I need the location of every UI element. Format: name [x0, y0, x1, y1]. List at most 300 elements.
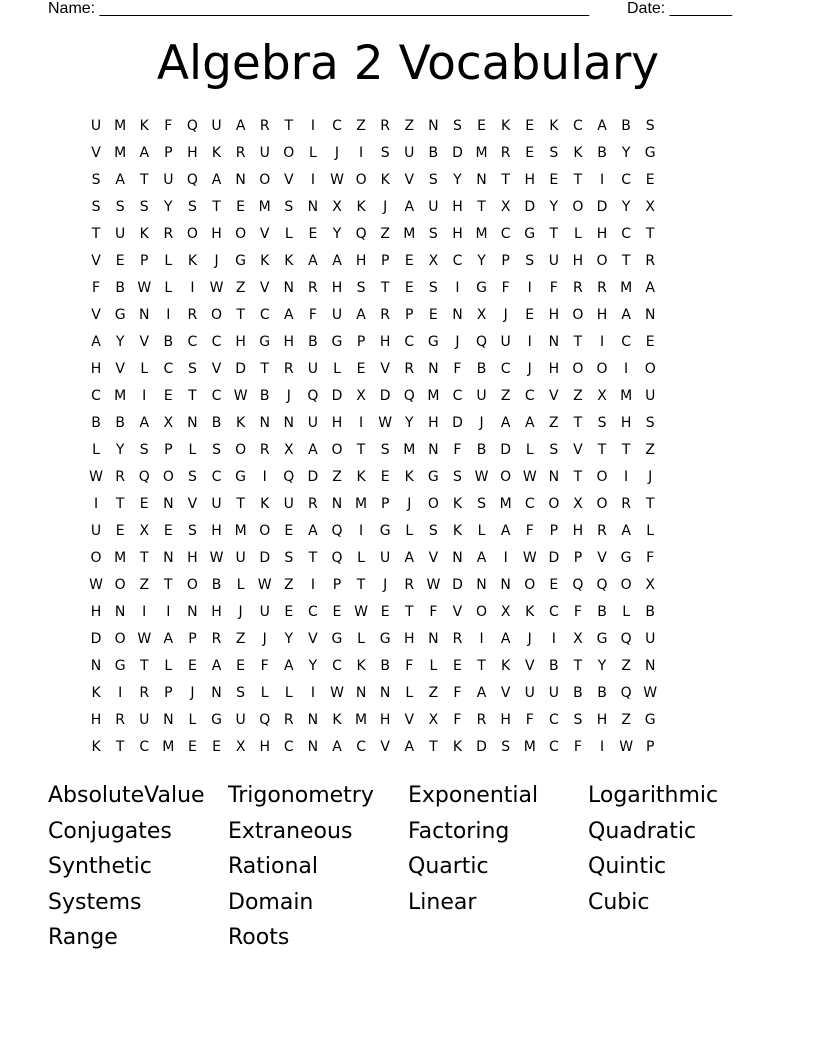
grid-letter: B	[115, 280, 125, 296]
grid-letter: C	[404, 334, 415, 350]
grid-letter: M	[427, 388, 440, 404]
grid-letter: A	[404, 199, 415, 215]
word-list-item: Logarithmic	[588, 783, 719, 808]
grid-letter: Y	[284, 631, 294, 647]
grid-letter: B	[476, 361, 487, 377]
grid-letter: R	[139, 685, 150, 701]
grid-letter: P	[164, 685, 173, 701]
grid-letter: V	[91, 253, 101, 269]
grid-letter: A	[404, 739, 415, 755]
grid-letter: L	[284, 685, 293, 701]
grid-letter: R	[283, 712, 294, 728]
grid-letter: O	[476, 604, 488, 620]
grid-letter: T	[573, 334, 583, 350]
grid-letter: R	[211, 631, 222, 647]
grid-letter: C	[211, 469, 222, 485]
grid-letter: U	[404, 145, 415, 161]
grid-letter: T	[139, 550, 149, 566]
grid-letter: N	[283, 415, 295, 431]
grid-row	[84, 545, 662, 572]
grid-letter: S	[139, 199, 149, 215]
grid-letter: F	[549, 280, 558, 296]
grid-row	[84, 599, 662, 626]
grid-letter: I	[310, 118, 315, 134]
grid-letter: U	[307, 361, 319, 377]
grid-letter: B	[308, 334, 318, 350]
grid-letter: Z	[621, 712, 631, 728]
grid-letter: E	[284, 523, 294, 539]
grid-letter: V	[524, 658, 535, 674]
grid-letter: W	[137, 631, 152, 647]
grid-letter: G	[524, 226, 536, 242]
grid-letter: O	[114, 631, 126, 647]
grid-letter: U	[90, 523, 102, 539]
grid-letter: I	[118, 685, 123, 701]
grid-letter: L	[140, 361, 149, 377]
grid-letter: B	[645, 604, 655, 620]
grid-letter: R	[621, 496, 631, 512]
grid-letter: I	[624, 469, 629, 485]
grid-letter: V	[380, 361, 390, 377]
grid-letter: T	[212, 199, 221, 215]
grid-letter: N	[307, 712, 319, 728]
grid-letter: N	[187, 415, 198, 431]
grid-letter: D	[235, 361, 246, 377]
grid-letter: H	[331, 415, 343, 431]
grid-letter: G	[476, 280, 487, 296]
grid-letter: O	[259, 172, 271, 188]
grid-letter: V	[549, 388, 559, 404]
grid-letter: H	[548, 307, 560, 323]
grid-letter: R	[380, 307, 391, 323]
grid-letter: R	[597, 523, 607, 539]
grid-letter: P	[164, 145, 173, 161]
grid-letter: N	[379, 685, 391, 701]
grid-letter: N	[428, 118, 439, 134]
grid-letter: Y	[453, 172, 462, 188]
grid-letter: V	[115, 361, 125, 377]
grid-letter: A	[235, 118, 246, 134]
grid-letter: R	[645, 253, 656, 269]
grid-letter: P	[356, 334, 366, 350]
grid-letter: G	[114, 307, 126, 323]
grid-letter: Y	[332, 226, 342, 242]
grid-letter: W	[522, 550, 537, 566]
grid-row	[84, 167, 662, 194]
grid-letter: B	[211, 415, 222, 431]
grid-letter: U	[163, 172, 174, 188]
grid-letter: V	[91, 307, 101, 323]
grid-row	[84, 707, 662, 734]
grid-row	[84, 383, 662, 410]
word-list-item: Roots	[228, 925, 290, 951]
grid-letter: K	[139, 118, 149, 134]
grid-letter: L	[574, 226, 582, 242]
grid-letter: S	[356, 280, 366, 296]
grid-letter: O	[235, 442, 247, 458]
grid-row	[84, 302, 662, 329]
grid-letter: O	[596, 361, 608, 377]
grid-letter: E	[428, 307, 438, 323]
grid-letter: X	[356, 388, 366, 404]
grid-letter: E	[380, 469, 390, 485]
grid-letter: N	[259, 415, 270, 431]
grid-letter: D	[524, 199, 536, 215]
grid-letter: Q	[620, 685, 632, 701]
grid-letter: Q	[259, 712, 271, 728]
name-field: Name: _______________________________________________________	[48, 0, 589, 17]
grid-letter: V	[597, 550, 607, 566]
grid-letter: N	[163, 712, 174, 728]
grid-letter: S	[549, 145, 559, 161]
grid-letter: B	[573, 685, 583, 701]
grid-letter: Z	[332, 469, 342, 485]
grid-letter: L	[525, 442, 534, 458]
grid-letter: N	[476, 577, 487, 593]
grid-letter: R	[476, 712, 487, 728]
grid-letter: I	[359, 523, 364, 539]
grid-letter: C	[163, 361, 174, 377]
grid-letter: S	[597, 415, 607, 431]
grid-letter: P	[501, 253, 510, 269]
grid-letter: P	[405, 307, 414, 323]
grid-letter: Z	[500, 388, 511, 404]
grid-letter: E	[525, 118, 535, 134]
grid-letter: O	[596, 253, 608, 269]
grid-letter: V	[284, 172, 294, 188]
grid-letter: C	[621, 334, 631, 350]
grid-letter: C	[211, 334, 222, 350]
grid-letter: Z	[645, 442, 655, 458]
grid-letter: V	[211, 361, 222, 377]
grid-letter: C	[524, 496, 535, 512]
grid-letter: A	[476, 685, 487, 701]
grid-letter: X	[163, 415, 174, 431]
grid-letter: Y	[597, 658, 607, 674]
grid-letter: P	[645, 739, 655, 755]
grid-letter: L	[284, 226, 293, 242]
word-list-item: Synthetic	[48, 854, 152, 880]
grid-letter: E	[115, 253, 125, 269]
grid-letter: H	[90, 361, 102, 377]
grid-letter: H	[90, 712, 102, 728]
grid-letter: O	[331, 442, 343, 458]
grid-letter: U	[259, 145, 270, 161]
grid-letter: R	[235, 145, 246, 161]
grid-letter: N	[211, 685, 222, 701]
grid-letter: U	[548, 253, 559, 269]
grid-letter: I	[359, 415, 364, 431]
grid-letter: E	[139, 496, 149, 512]
grid-letter: H	[211, 226, 222, 242]
grid-letter: C	[621, 172, 631, 188]
grid-letter: S	[645, 415, 655, 431]
grid-letter: A	[163, 631, 174, 647]
grid-letter: H	[404, 631, 415, 647]
grid-letter: X	[645, 199, 655, 215]
grid-letter: S	[115, 199, 125, 215]
grid-letter: L	[622, 604, 631, 620]
grid-letter: L	[357, 631, 365, 647]
grid-letter: Q	[403, 388, 415, 404]
grid-letter: S	[573, 712, 583, 728]
grid-letter: P	[164, 442, 173, 458]
grid-letter: P	[140, 253, 149, 269]
grid-letter: K	[452, 523, 463, 539]
grid-letter: K	[139, 226, 149, 242]
grid-letter: O	[500, 469, 512, 485]
grid-row	[84, 626, 662, 653]
grid-letter: I	[93, 496, 99, 512]
grid-letter: S	[284, 199, 294, 215]
grid-letter: J	[527, 631, 532, 647]
grid-letter: U	[211, 496, 222, 512]
grid-letter: M	[403, 442, 416, 458]
grid-letter: K	[356, 199, 366, 215]
grid-letter: E	[284, 604, 294, 620]
grid-letter: T	[115, 739, 125, 755]
grid-letter: O	[162, 469, 174, 485]
grid-letter: K	[501, 118, 511, 134]
grid-letter: M	[403, 226, 416, 242]
grid-letter: M	[620, 388, 633, 404]
grid-letter: N	[644, 307, 656, 323]
grid-letter: K	[452, 496, 463, 512]
grid-letter: R	[259, 118, 270, 134]
grid-letter: Y	[621, 199, 631, 215]
grid-letter: S	[428, 280, 438, 296]
grid-letter: P	[573, 550, 583, 566]
grid-letter: H	[548, 361, 560, 377]
grid-letter: G	[379, 523, 391, 539]
grid-letter: Y	[164, 199, 173, 215]
grid-letter: Q	[283, 469, 295, 485]
grid-letter: N	[452, 307, 463, 323]
word-list-item: Factoring	[408, 818, 510, 844]
grid-letter: Y	[477, 253, 486, 269]
grid-letter: D	[331, 388, 343, 404]
grid-letter: T	[573, 172, 583, 188]
grid-letter: E	[380, 604, 390, 620]
grid-letter: G	[235, 253, 247, 269]
grid-letter: C	[139, 739, 150, 755]
grid-letter: T	[91, 226, 101, 242]
grid-letter: R	[163, 226, 174, 242]
grid-letter: M	[114, 118, 127, 134]
grid-letter: X	[500, 199, 511, 215]
grid-letter: N	[307, 199, 319, 215]
grid-letter: F	[429, 604, 438, 620]
grid-letter: G	[331, 631, 343, 647]
grid-letter: J	[455, 334, 460, 350]
grid-letter: E	[404, 280, 414, 296]
grid-letter: I	[599, 739, 605, 755]
grid-letter: M	[114, 145, 127, 161]
grid-letter: C	[500, 361, 511, 377]
grid-letter: I	[359, 145, 364, 161]
grid-letter: T	[645, 226, 655, 242]
grid-letter: M	[114, 550, 127, 566]
grid-letter: I	[190, 280, 195, 296]
grid-letter: O	[90, 550, 102, 566]
grid-letter: S	[139, 442, 149, 458]
grid-letter: R	[308, 280, 318, 296]
grid-letter: G	[644, 712, 656, 728]
grid-letter: A	[308, 253, 318, 269]
grid-letter: E	[212, 739, 221, 755]
grid-letter: O	[572, 199, 584, 215]
grid-letter: O	[427, 496, 439, 512]
grid-letter: Q	[186, 118, 198, 134]
grid-letter: A	[621, 523, 631, 539]
grid-letter: V	[404, 712, 415, 728]
grid-letter: Q	[138, 469, 150, 485]
grid-letter: O	[355, 172, 367, 188]
grid-letter: K	[187, 253, 198, 269]
grid-letter: F	[573, 739, 582, 755]
grid-letter: G	[331, 334, 343, 350]
grid-letter: D	[259, 550, 271, 566]
grid-letter: A	[211, 658, 222, 674]
grid-letter: D	[476, 739, 487, 755]
grid-letter: S	[187, 469, 197, 485]
grid-letter: A	[139, 415, 150, 431]
grid-letter: T	[621, 253, 631, 269]
grid-letter: H	[211, 604, 222, 620]
grid-letter: P	[332, 577, 342, 593]
grid-letter: L	[164, 253, 173, 269]
grid-row	[84, 356, 662, 383]
grid-letter: J	[479, 415, 484, 431]
grid-letter: W	[89, 577, 103, 593]
grid-letter: D	[307, 469, 319, 485]
grid-letter: A	[404, 550, 415, 566]
grid-letter: S	[212, 442, 221, 458]
grid-letter: K	[380, 172, 390, 188]
word-list-item: Trigonometry	[228, 783, 374, 808]
grid-letter: T	[188, 388, 197, 404]
grid-row	[84, 113, 662, 140]
word-list-item: Range	[48, 925, 118, 951]
grid-letter: Q	[355, 226, 367, 242]
grid-letter: K	[452, 739, 463, 755]
grid-letter: T	[308, 550, 318, 566]
grid-letter: N	[548, 334, 560, 350]
grid-letter: M	[258, 199, 271, 215]
grid-letter: I	[310, 685, 315, 701]
word-list-item: Rational	[228, 854, 319, 880]
grid-row	[84, 221, 662, 248]
grid-letter: V	[452, 604, 463, 620]
grid-letter: C	[91, 388, 101, 404]
grid-letter: I	[479, 631, 484, 647]
grid-letter: F	[405, 658, 414, 674]
grid-letter: T	[621, 442, 631, 458]
grid-letter: H	[596, 307, 608, 323]
grid-letter: I	[310, 577, 315, 593]
grid-letter: S	[501, 739, 511, 755]
grid-letter: A	[211, 172, 222, 188]
grid-letter: V	[139, 334, 150, 350]
grid-letter: J	[407, 496, 412, 512]
grid-letter: W	[522, 469, 537, 485]
grid-letter: N	[500, 577, 511, 593]
grid-letter: O	[644, 361, 656, 377]
grid-letter: I	[599, 172, 605, 188]
grid-letter: I	[142, 604, 147, 620]
grid-letter: H	[572, 253, 584, 269]
page-title: Algebra 2 Vocabulary	[156, 36, 660, 91]
grid-letter: V	[428, 550, 439, 566]
grid-letter: H	[452, 226, 463, 242]
grid-letter: B	[597, 145, 607, 161]
word-list-item: Quadratic	[588, 818, 697, 844]
grid-letter: Z	[428, 685, 439, 701]
grid-letter: H	[283, 334, 295, 350]
grid-letter: X	[235, 739, 246, 755]
grid-letter: G	[620, 550, 632, 566]
grid-letter: T	[477, 199, 486, 215]
grid-row	[84, 194, 662, 221]
grid-letter: D	[548, 550, 560, 566]
word-list-item: Exponential	[408, 783, 539, 808]
grid-letter: Y	[115, 442, 125, 458]
grid-row	[84, 437, 662, 464]
grid-letter: U	[524, 685, 535, 701]
grid-letter: M	[499, 496, 512, 512]
grid-letter: H	[355, 253, 367, 269]
grid-letter: H	[596, 712, 608, 728]
grid-letter: M	[475, 145, 488, 161]
grid-letter: Q	[476, 334, 488, 350]
grid-letter: J	[503, 307, 508, 323]
grid-letter: M	[620, 280, 633, 296]
grid-letter: T	[164, 577, 173, 593]
grid-letter: F	[525, 523, 534, 539]
grid-letter: X	[476, 307, 487, 323]
grid-letter: R	[452, 631, 463, 647]
grid-letter: E	[525, 307, 535, 323]
grid-letter: R	[259, 442, 270, 458]
grid-letter: M	[475, 226, 488, 242]
grid-letter: C	[187, 334, 198, 350]
grid-letter: S	[91, 199, 101, 215]
grid-letter: B	[115, 415, 125, 431]
grid-letter: L	[405, 685, 414, 701]
grid-letter: Q	[331, 523, 343, 539]
grid-letter: S	[380, 442, 390, 458]
grid-letter: X	[428, 712, 439, 728]
grid-letter: S	[187, 199, 197, 215]
grid-letter: P	[188, 631, 197, 647]
grid-letter: B	[91, 415, 101, 431]
grid-letter: L	[429, 658, 438, 674]
grid-letter: S	[91, 172, 101, 188]
grid-letter: E	[356, 361, 366, 377]
grid-letter: L	[477, 523, 486, 539]
grid-letter: U	[211, 118, 222, 134]
grid-letter: I	[527, 334, 532, 350]
grid-letter: Q	[307, 388, 319, 404]
grid-letter: S	[428, 523, 438, 539]
grid-letter: O	[620, 577, 632, 593]
grid-letter: H	[620, 415, 632, 431]
grid-row	[84, 329, 662, 356]
grid-letter: T	[236, 307, 245, 323]
grid-row	[84, 572, 662, 599]
grid-letter: L	[92, 442, 100, 458]
grid-letter: Q	[186, 172, 198, 188]
